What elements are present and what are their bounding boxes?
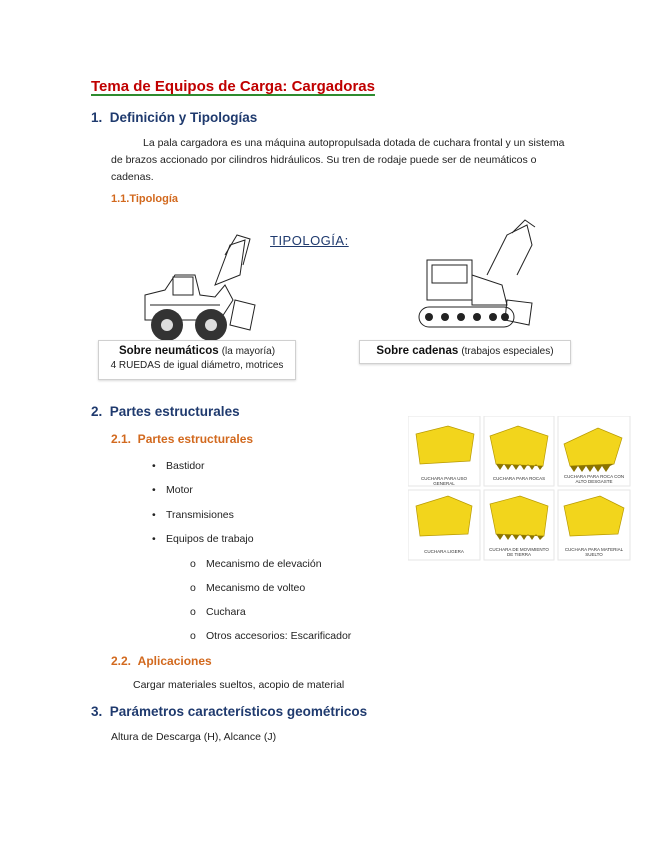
circle-bullet-icon: o <box>190 606 196 618</box>
section-2-heading: 2. Partes estructurales <box>91 404 240 419</box>
bullet-icon: • <box>152 533 156 545</box>
sub-list-item-label: Cuchara <box>206 606 246 618</box>
wheel-caption-bold: Sobre neumáticos <box>118 345 219 357</box>
applications-text: Cargar materiales sueltos, acopio de material <box>133 679 345 691</box>
list-item-label: Transmisiones <box>166 509 234 521</box>
parameters-text: Altura de Descarga (H), Alcance (J) <box>111 731 277 743</box>
bullet-icon: • <box>152 509 156 521</box>
crawler-caption-bold: Sobre cadenas <box>376 345 459 357</box>
sub-list-item <box>190 606 246 618</box>
bucket-label-heavy-rock: CUCHARA PARA ROCA CON ALTO DESGASTE <box>563 474 625 484</box>
bullet-icon: • <box>152 484 156 496</box>
subsection-1-1-heading: 1.1.Tipología <box>111 193 179 205</box>
circle-bullet-icon: o <box>190 582 196 594</box>
wheel-caption-line2: 4 RUEDAS de igual diámetro, motrices <box>110 360 284 371</box>
bucket-label-light: CUCHARA LIGERA <box>424 549 464 554</box>
sub-list-item <box>190 582 305 594</box>
bucket-label-general: CUCHARA PARA USO GENERAL <box>421 476 467 486</box>
section-1-heading: 1. Definición y Tipologías <box>91 110 258 125</box>
tipologia-title: TIPOLOGÍA: <box>270 233 349 248</box>
list-item-label: Motor <box>166 484 193 496</box>
subsection-2-2-heading: 2.2. Aplicaciones <box>111 654 212 668</box>
list-item-label: Bastidor <box>166 460 205 472</box>
subsection-2-1-heading: 2.1. Partes estructurales <box>111 432 254 446</box>
definition-paragraph <box>111 135 581 186</box>
circle-bullet-icon: o <box>190 630 196 642</box>
list-item-label: Equipos de trabajo <box>166 533 254 545</box>
bullet-icon: • <box>152 460 156 472</box>
paragraph-line-2: de brazos accionado por cilindros hidráulicos. Su tren de rodaje puede ser de neumáticos o <box>111 154 537 166</box>
bucket-types-figure <box>408 416 632 562</box>
paragraph-line-3: cadenas. <box>111 171 154 183</box>
bucket-label-loose-material: CUCHARA PARA MATERIAL SUELTO <box>564 547 624 557</box>
bucket-grid-illustration <box>408 416 632 562</box>
list-item <box>152 460 205 472</box>
wheel-loader-illustration <box>125 225 275 350</box>
crawler-caption-note: (trabajos especiales) <box>461 346 554 357</box>
list-item <box>152 509 234 521</box>
list-item <box>152 484 193 496</box>
crawler-loader-caption <box>359 340 571 364</box>
circle-bullet-icon: o <box>190 558 196 570</box>
crawler-loader-illustration <box>407 215 557 340</box>
bucket-label-rock: CUCHARA PARA ROCAS <box>492 476 546 481</box>
sub-list-item <box>190 558 322 570</box>
wheel-caption-note: (la mayoría) <box>221 346 276 357</box>
document-title: Tema de Equipos de Carga: Cargadoras <box>91 78 375 95</box>
list-item <box>152 533 254 545</box>
wheel-loader-caption <box>98 340 296 380</box>
bucket-label-earthmoving: CUCHARA DE MOVIMIENTO DE TIERRA <box>489 547 549 557</box>
section-3-heading: 3. Parámetros característicos geométricos <box>91 704 368 719</box>
tipologia-figure <box>95 215 575 385</box>
paragraph-line-1: La pala cargadora es una máquina autopropulsada dotada de cuchara frontal y un sistema <box>143 137 565 149</box>
sub-list-item <box>190 630 351 642</box>
sub-list-item-label: Mecanismo de elevación <box>206 558 322 570</box>
sub-list-item-label: Otros accesorios: Escarificador <box>206 630 352 642</box>
sub-list-item-label: Mecanismo de volteo <box>206 582 306 594</box>
